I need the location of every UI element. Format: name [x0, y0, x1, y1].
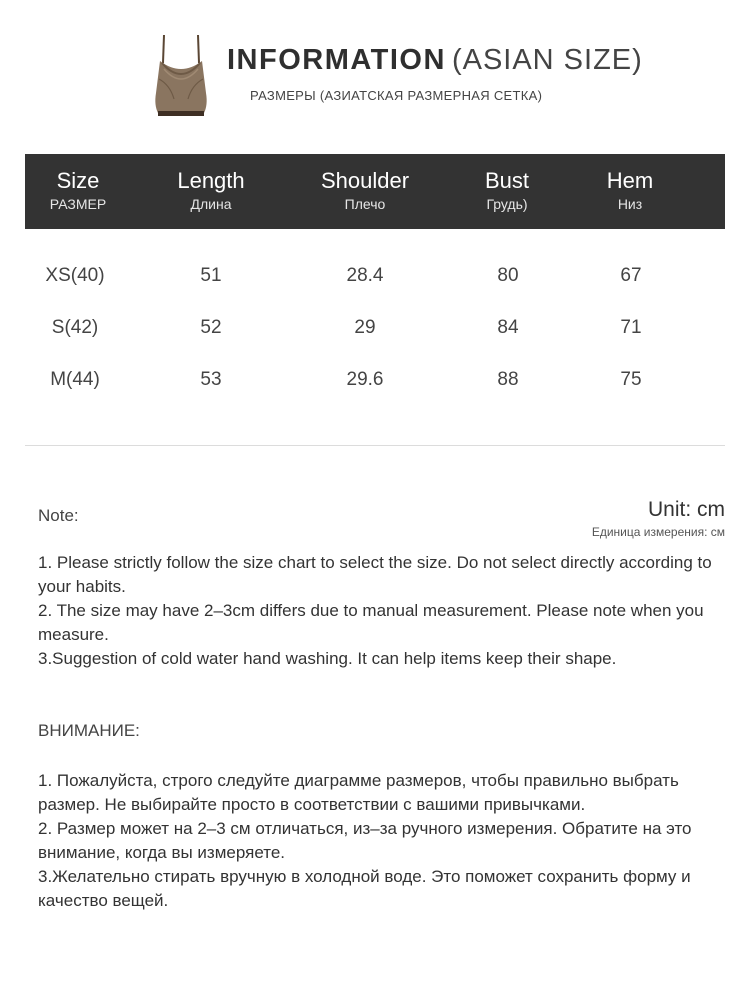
note-item: 1. Please strictly follow the size chart to select the size. Do not select directly according to your habits. — [38, 553, 712, 596]
note-item: 2. The size may have 2–3cm differs due to manual measurement. Please note when you measure. — [38, 601, 704, 644]
column-header-hem — [580, 167, 680, 213]
table-cell: 53 — [200, 369, 222, 390]
column-header-length — [161, 167, 261, 213]
note-item: 2. Размер может на 2–3 см отличаться, из–за ручного измерения. Обратите на это внимание, когда вы измеряете. — [38, 819, 692, 862]
table-cell: 80 — [497, 265, 519, 286]
note-label: Note: — [38, 506, 79, 525]
table-cell: 75 — [620, 369, 642, 390]
table-cell: 84 — [497, 317, 519, 338]
size-table-header — [25, 154, 725, 229]
table-cell: 29.6 — [346, 369, 384, 390]
column-header-label: Shoulder — [320, 168, 410, 193]
table-cell: 67 — [620, 265, 642, 286]
table-cell: M(44) — [50, 369, 100, 390]
note-label-ru: ВНИМАНИЕ: — [38, 721, 140, 740]
header — [0, 0, 750, 140]
table-cell: S(42) — [51, 317, 99, 338]
table-row — [25, 261, 725, 291]
table-cell: 71 — [620, 317, 642, 338]
column-header-label: Length — [177, 168, 245, 193]
table-cell: 28.4 — [346, 265, 384, 286]
title-bold: INFORMATION — [227, 44, 446, 76]
camisole-top-icon — [150, 33, 212, 119]
table-cell: XS(40) — [45, 265, 105, 286]
unit-label-ru: Единица измерения: см — [591, 525, 725, 539]
column-header-sublabel: Плечо — [344, 196, 386, 212]
column-header-label: Bust — [484, 168, 530, 193]
notes-list-ru — [38, 769, 728, 913]
column-header-bust — [457, 167, 557, 213]
column-header-sublabel: Низ — [617, 196, 643, 212]
note-item: 1. Пожалуйста, строго следуйте диаграмме размеров, чтобы правильно выбрать размер. Не выбирайте просто в соответствии с вашими привычками. — [38, 771, 679, 814]
column-header-sublabel: РАЗМЕР — [49, 196, 107, 212]
column-header-shoulder — [300, 167, 430, 213]
page-subtitle: РАЗМЕРЫ (АЗИАТСКАЯ РАЗМЕРНАЯ СЕТКА) — [250, 88, 543, 103]
title-light: (ASIAN SIZE) — [451, 44, 643, 76]
table-cell: 29 — [354, 317, 376, 338]
table-cell: 88 — [497, 369, 519, 390]
column-header-sublabel: Грудь) — [486, 196, 528, 212]
column-header-sublabel: Длина — [190, 196, 232, 212]
note-item: 3.Suggestion of cold water hand washing. It can help items keep their shape. — [38, 649, 617, 668]
column-header-size — [28, 167, 128, 213]
table-row — [25, 365, 725, 395]
unit-label: Unit: cm — [647, 498, 725, 521]
table-cell: 51 — [200, 265, 222, 286]
notes-list-en — [38, 551, 728, 671]
page-title — [227, 44, 643, 77]
table-row — [25, 313, 725, 343]
note-item: 3.Желательно стирать вручную в холодной воде. Это поможет сохранить форму и качество вещей. — [38, 867, 691, 910]
column-header-label: Hem — [606, 168, 654, 193]
table-cell: 52 — [200, 317, 222, 338]
section-divider — [25, 445, 725, 446]
column-header-label: Size — [56, 168, 100, 193]
